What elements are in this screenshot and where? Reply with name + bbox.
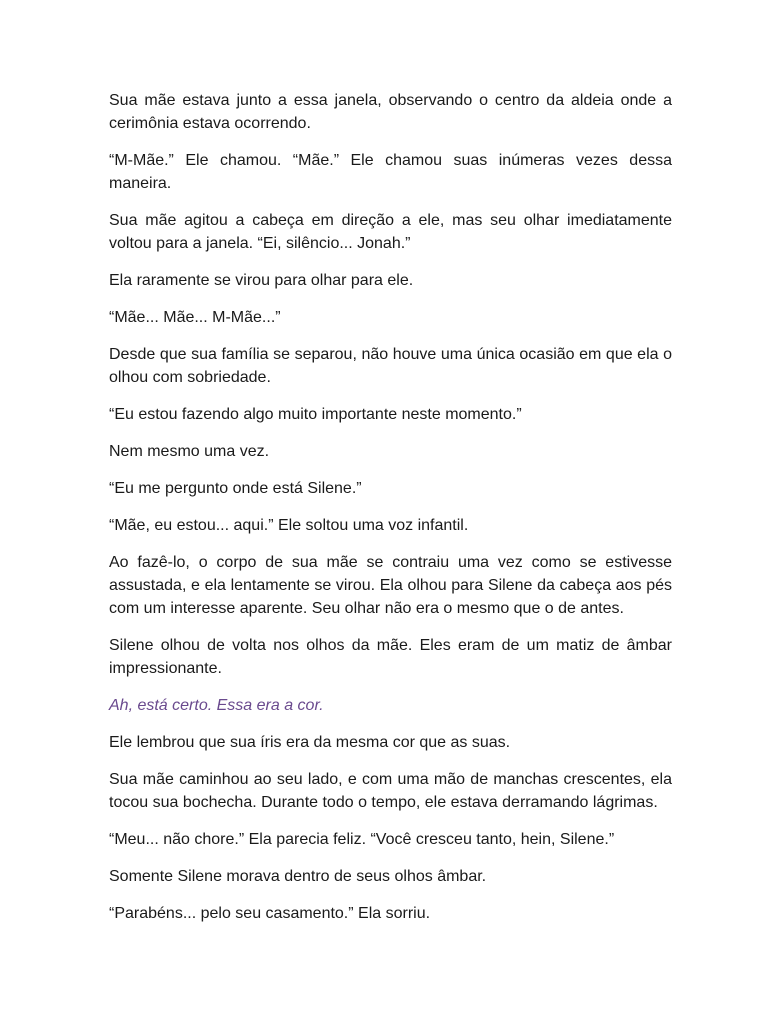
paragraph: “Parabéns... pelo seu casamento.” Ela sorriu. — [109, 905, 431, 922]
paragraph: “Eu estou fazendo algo muito importante neste momento.” — [109, 406, 522, 423]
paragraph: Sua mãe estava junto a essa janela, observando o centro da aldeia onde a cerimônia estava ocorrendo. — [109, 92, 672, 132]
paragraph: Somente Silene morava dentro de seus olhos âmbar. — [109, 868, 487, 885]
italic-paragraph: Ah, está certo. Essa era a cor. — [109, 697, 324, 714]
paragraph: “Mãe... Mãe... M-Mãe...” — [109, 309, 281, 326]
paragraph: Ao fazê-lo, o corpo de sua mãe se contraiu uma vez como se estivesse assustada, e ela lentamente se virou. Ela olhou para Silene da cabeça aos pés com um interesse aparente. Seu olhar não era o mesmo que o de antes. — [109, 554, 672, 617]
paragraph: “Eu me pergunto onde está Silene.” — [109, 480, 362, 497]
document-page — [109, 89, 672, 939]
paragraph: Silene olhou de volta nos olhos da mãe. Eles eram de um matiz de âmbar impressionante. — [109, 637, 672, 677]
paragraph: “M-Mãe.” Ele chamou. “Mãe.” Ele chamou suas inúmeras vezes dessa maneira. — [109, 152, 672, 192]
paragraph: Desde que sua família se separou, não houve uma única ocasião em que ela o olhou com sobriedade. — [109, 346, 672, 386]
paragraph: Sua mãe caminhou ao seu lado, e com uma mão de manchas crescentes, ela tocou sua bochecha. Durante todo o tempo, ele estava derramando lágrimas. — [109, 771, 672, 811]
paragraph: Sua mãe agitou a cabeça em direção a ele, mas seu olhar imediatamente voltou para a janela. “Ei, silêncio... Jonah.” — [109, 212, 672, 252]
paragraph: “Meu... não chore.” Ela parecia feliz. “Você cresceu tanto, hein, Silene.” — [109, 831, 615, 848]
paragraph: “Mãe, eu estou... aqui.” Ele soltou uma voz infantil. — [109, 517, 469, 534]
paragraph: Ela raramente se virou para olhar para ele. — [109, 272, 414, 289]
paragraph: Ele lembrou que sua íris era da mesma cor que as suas. — [109, 734, 511, 751]
paragraph: Nem mesmo uma vez. — [109, 443, 270, 460]
